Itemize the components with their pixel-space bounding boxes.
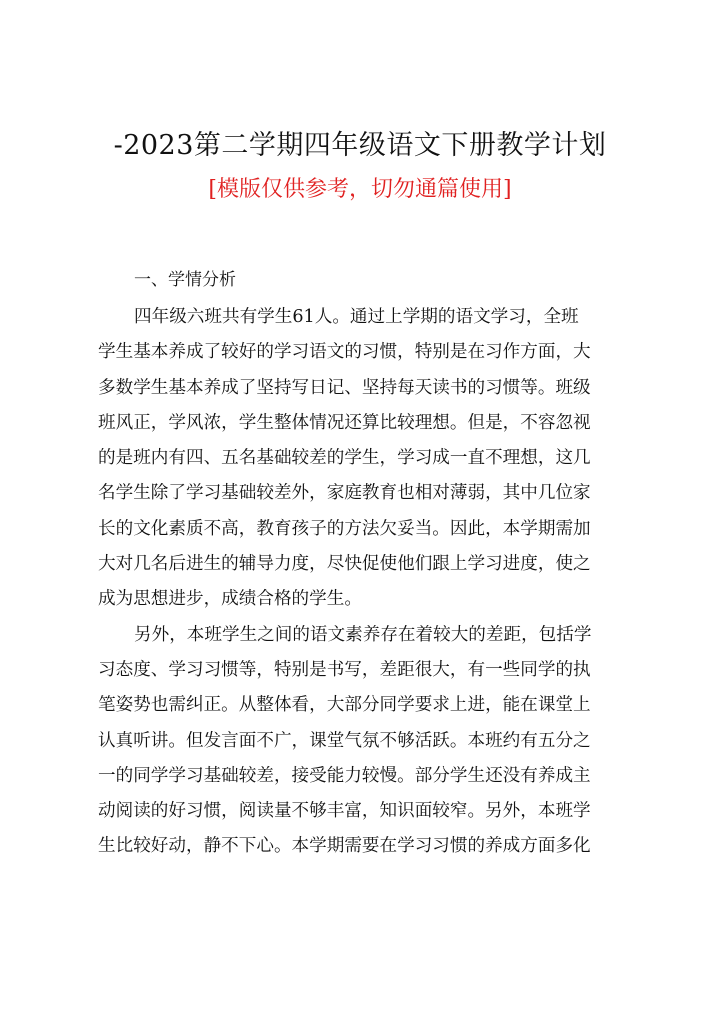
paragraph-line: 长的文化素质不高，教育孩子的方法欠妥当。因此，本学期需加 [98, 518, 591, 539]
paragraph-line: 学生基本养成了较好的学习语文的习惯，特别是在习作方面，大 [98, 342, 591, 363]
paragraph-line: 多数学生基本养成了坚持写日记、坚持每天读书的习惯等。班级 [98, 377, 591, 398]
document-title: -2023第二学期四年级语文下册教学计划 [113, 130, 607, 161]
paragraph-line: 名学生除了学习基础较差外，家庭教育也相对薄弱，其中几位家 [98, 483, 591, 504]
paragraph-line: 另外，本班学生之间的语文素养存在着较大的差距，包括学 [134, 624, 592, 645]
paragraph-line: 成为思想进步，成绩合格的学生。 [98, 589, 362, 610]
paragraph-line: 动阅读的好习惯，阅读量不够丰富，知识面较窄。另外，本班学 [98, 801, 591, 822]
paragraph-line: 的是班内有四、五名基础较差的学生，学习成一直不理想，这几 [98, 448, 591, 469]
paragraph-line: 四年级六班共有学生61人。通过上学期的语文学习，全班 [134, 307, 579, 327]
document-body [98, 262, 630, 865]
paragraph-line: 笔姿势也需纠正。从整体看，大部分同学要求上进，能在课堂上 [98, 695, 591, 716]
paragraph-line: 大对几名后进生的辅导力度，尽快促使他们跟上学习进度，使之 [98, 554, 591, 575]
paragraph-line: 生比较好动，静不下心。本学期需要在学习习惯的养成方面多化 [98, 836, 591, 857]
paragraph-line: 习态度、学习习惯等，特别是书写，差距很大，有一些同学的执 [98, 659, 591, 680]
paragraph-line: 一的同学学习基础较差，接受能力较慢。部分学生还没有养成主 [98, 765, 591, 786]
paragraph-line: 班风正，学风浓，学生整体情况还算比较理想。但是，不容忽视 [98, 412, 591, 433]
paragraph-line: 认真听讲。但发言面不广，课堂气氛不够活跃。本班约有五分之 [98, 730, 591, 751]
section-heading: 一、学情分析 [134, 270, 236, 290]
template-notice: [模版仅供参考，切勿通篇使用] [208, 177, 512, 202]
